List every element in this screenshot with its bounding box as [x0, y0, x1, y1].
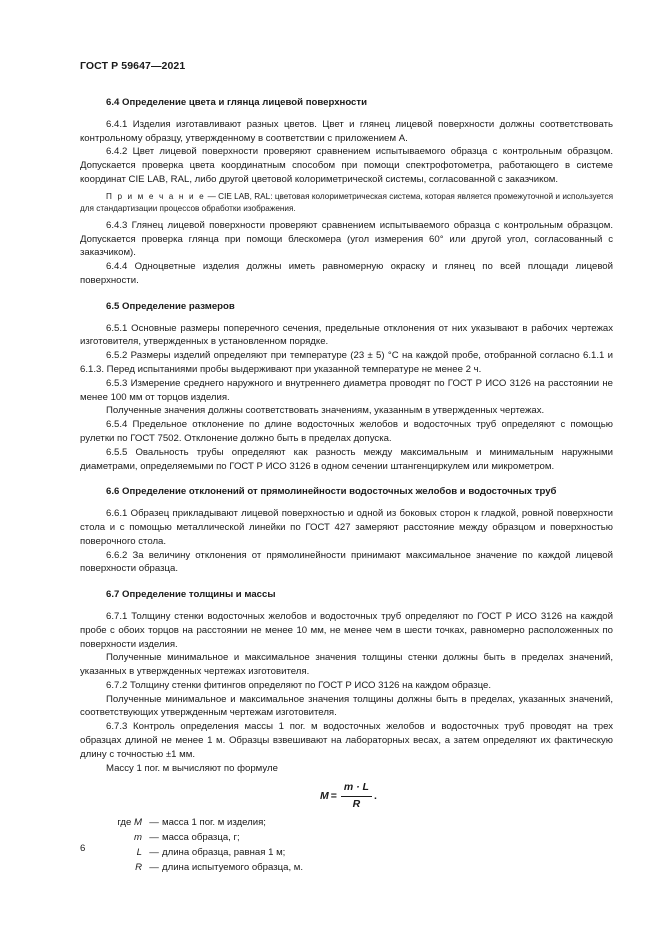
note: [80, 191, 613, 215]
note-text: — CIE LAB, RAL: цветовая колориметрическая система, которая является промежуточной и используется для стандартизации процессов обработки изображения.: [80, 191, 613, 213]
paragraph-6-5-5: 6.5.5 Овальность трубы определяют как разность между максимальным и минимальным наружными диаметрами, определяемыми по ГОСТ Р ИСО 3126 в одном сечении штангенциркулем или микрометром.: [80, 446, 613, 472]
formula-numerator: m · L: [341, 781, 372, 797]
paragraph-6-7-2-result: Полученные минимальное и максимальное значения толщины должны быть в пределах, указанных значений, соответствующих утвержденным чертежам изготовителя.: [80, 693, 613, 719]
paragraph-6-6-2: 6.6.2 За величину отклонения от прямолинейности принимают максимальное значение по каждой лицевой поверхности образца.: [80, 549, 613, 575]
formula-denominator: R: [352, 798, 361, 811]
paragraph-6-4-4: 6.4.4 Одноцветные изделия должны иметь равномерную окраску и глянец по всей площади лицевой поверхности.: [80, 261, 613, 286]
paragraph-6-7-3: 6.7.3 Контроль определения массы 1 пог. м водосточных желобов и водосточных труб проводят на трех образцах длиной не менее 1 м. Образцы взвешивают на лабораторных весах, а затем определяют их фактическую длину с точностью ±1 мм.: [80, 721, 613, 760]
paragraph-6-5-1: 6.5.1 Основные размеры поперечного сечения, предельные отклонения от них указывают в рабочих чертежах изготовителя, утвержденных в установленном порядке.: [80, 322, 613, 348]
paragraph-6-5-4: 6.5.4 Предельное отклонение по длине водосточных желобов и водосточных труб определяют с помощью рулетки по ГОСТ 7502. Отклонение должно быть в пределах допуска.: [80, 419, 613, 444]
legend-row: R — длина испытуемого образца, м.: [135, 862, 304, 874]
legend-row: где M — масса 1 пог. м изделия;: [117, 817, 266, 829]
page-body: [80, 96, 613, 875]
section-title-6-6: 6.6 Определение отклонений от прямолинейности водосточных желобов и водосточных труб: [106, 486, 557, 498]
section-title-6-4: 6.4 Определение цвета и глянца лицевой поверхности: [106, 97, 367, 108]
paragraph-6-7-1-result: Полученные минимальное и максимальное значения толщины стенки должны быть в пределах значений, указанных в утвержденных чертежах изготовителя.: [80, 652, 613, 678]
paragraph-6-5-2: 6.5.2 Размеры изделий определяют при температуре (23 ± 5) °С на каждой пробе, отобранной согласно 6.1.1 и 6.1.3. Перед испытаниями пробы выдерживают при указанной температуре не менее 2 ч.: [80, 350, 613, 375]
formula-fraction: [341, 781, 372, 812]
paragraph-6-7-2: 6.7.2 Толщину стенки фитингов определяют по ГОСТ Р ИСО 3126 на каждом образце.: [106, 679, 492, 691]
legend-row: L — длина образца, равная 1 м;: [136, 847, 286, 859]
formula-equals: =: [330, 789, 337, 802]
page-number: 6: [80, 843, 86, 854]
paragraph-6-4-2: 6.4.2 Цвет лицевой поверхности проверяют сравнением испытываемого образца с контрольным образцом. Допускается проверка цвета координатным способом при помощи спектрофотометра, работающего в системе координат CIE LAB, RAL, либо другой цветовой колориметрической системы, согласованной с заказчиком.: [80, 146, 613, 185]
section-title-6-5: 6.5 Определение размеров: [106, 300, 235, 312]
paragraph-6-5-3: 6.5.3 Измерение среднего наружного и внутреннего диаметра проводят по ГОСТ Р ИСО 3126 на расстоянии не менее 100 мм от торцов изделия.: [80, 377, 613, 403]
paragraph-6-7-1: 6.7.1 Толщину стенки водосточных желобов и водосточных труб определяют по ГОСТ Р ИСО 3126 на каждой пробе с обоих торцов на расстоянии не менее 10 мм, не менее чем в шести точках, равномерно расположенных по поверхности изделия.: [80, 610, 613, 650]
section-title-6-7: 6.7 Определение толщины и массы: [106, 589, 276, 601]
paragraph-6-5-3-result: Полученные значения должны соответствовать значениям, указанным в утвержденных чертежах.: [106, 405, 545, 417]
paragraph-6-4-1: 6.4.1 Изделия изготавливают разных цветов. Цвет и глянец лицевой поверхности должны соответствовать контрольному образцу, утвержденному в соответствии с приложением А.: [80, 118, 613, 144]
paragraph-6-6-1: 6.6.1 Образец прикладывают лицевой поверхностью и одной из боковых сторон к гладкой, ровной поверхности стола и с помощью металлической линейки по ГОСТ 427 замеряют расстояние между образцом и поверхностью поверочного стола.: [80, 508, 613, 547]
mass-formula: [80, 779, 613, 815]
formula-lhs: M: [320, 789, 329, 802]
formula-legend: [80, 815, 613, 875]
document-header: ГОСТ Р 59647—2021: [80, 60, 186, 72]
formula-period: .: [373, 789, 377, 802]
legend-row: m — масса образца, г;: [134, 832, 240, 844]
paragraph-6-4-3: 6.4.3 Глянец лицевой поверхности проверяют сравнением испытываемого образца с контрольным образцом. Допускается проверка глянца при помощи блескомера (угол измерения 60° или другой угол, согласованный с заказчиком).: [80, 219, 613, 259]
paragraph-formula-intro: Массу 1 пог. м вычисляют по формуле: [106, 762, 278, 774]
note-label: П р и м е ч а н и е: [106, 191, 206, 201]
